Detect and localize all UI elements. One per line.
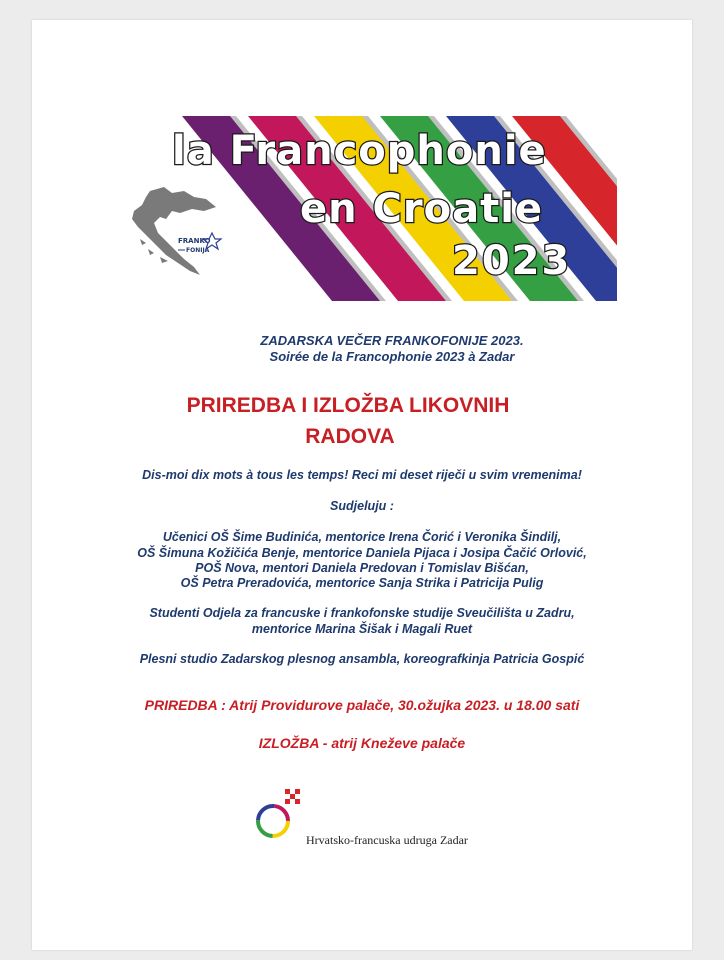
students-line: mentorice Marina Šišak i Magali Ruet bbox=[251, 622, 473, 636]
school-line: OŠ Petra Preradovića, mentorice Sanja Strika i Patricija Pulig bbox=[180, 576, 544, 590]
motto-text: Dis-moi dix mots à tous les temps! Reci mi deset riječi u svim vremenima! bbox=[142, 468, 582, 482]
association-logo bbox=[253, 787, 303, 845]
main-title-line1: PRIREDBA I IZLOŽBA LIKOVNIH bbox=[186, 394, 510, 417]
croatia-map-icon bbox=[120, 183, 232, 283]
main-title-line2: RADOVA bbox=[305, 425, 395, 448]
participants-heading: Sudjeluju : bbox=[330, 499, 394, 513]
school-line: POŠ Nova, mentori Daniela Predovan i Tomislav Bišćan, bbox=[195, 561, 529, 575]
banner-title-line1: la Francophonie bbox=[172, 128, 547, 174]
subtitle-line2: Soirée de la Francophonie 2023 à Zadar bbox=[269, 349, 515, 364]
school-line: OŠ Šimuna Kožičića Benje, mentorice Daniela Pijaca i Josipa Čačić Orlović, bbox=[137, 546, 587, 560]
students-line: Studenti Odjela za francuske i frankofonske studije Sveučilišta u Zadru, bbox=[149, 606, 575, 620]
school-line: Učenici OŠ Šime Budinića, mentorice Irena Čorić i Veronika Šindilj, bbox=[162, 530, 562, 544]
map-label-line1: FRANKO bbox=[178, 237, 211, 245]
event-info: PRIREDBA : Atrij Providurove palače, 30.ožujka 2023. u 18.00 sati bbox=[144, 697, 580, 713]
dance-studio-line: Plesni studio Zadarskog plesnog ansambla, koreografkinja Patricia Gospić bbox=[139, 652, 585, 666]
exhibition-info: IZLOŽBA - atrij Kneževe palače bbox=[258, 735, 466, 751]
banner-title-line2: en Croatie bbox=[300, 186, 544, 232]
checkerboard-icon bbox=[285, 789, 300, 804]
map-label-line2: FONIJA bbox=[186, 247, 210, 254]
banner-year: 2023 bbox=[452, 238, 572, 284]
organizer-name: Hrvatsko-francuska udruga Zadar bbox=[306, 833, 468, 847]
subtitle-line1: ZADARSKA VEČER FRANKOFONIJE 2023. bbox=[260, 333, 524, 348]
